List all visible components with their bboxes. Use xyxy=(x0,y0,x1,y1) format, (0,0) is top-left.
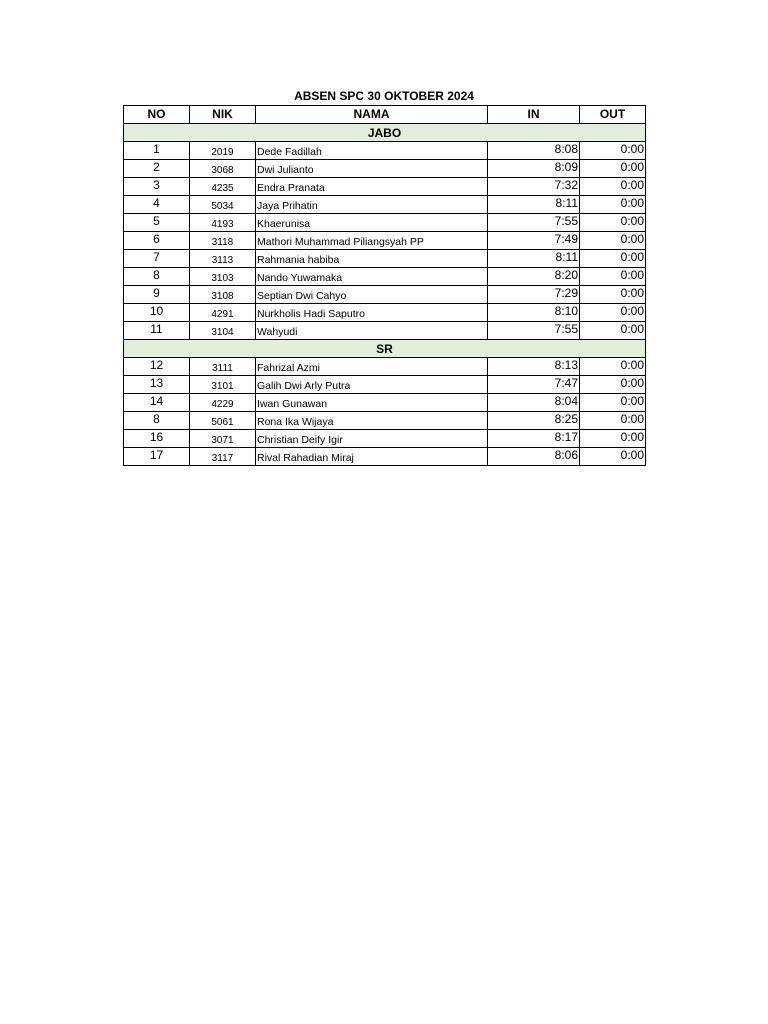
cell-out: 0:00 xyxy=(580,214,646,232)
cell-no: 2 xyxy=(124,160,190,178)
cell-nama: Dede Fadillah xyxy=(256,142,488,160)
cell-in: 8:11 xyxy=(488,196,580,214)
sheet-title: ABSEN SPC 30 OKTOBER 2024 xyxy=(294,89,474,103)
table-row xyxy=(124,142,646,160)
cell-nik: 4229 xyxy=(190,394,256,412)
section-row xyxy=(124,124,646,142)
cell-in: 8:09 xyxy=(488,160,580,178)
cell-out: 0:00 xyxy=(580,322,646,340)
cell-in: 8:17 xyxy=(488,430,580,448)
cell-nama: Iwan Gunawan xyxy=(256,394,488,412)
header-nama: NAMA xyxy=(256,106,488,124)
cell-nik: 3113 xyxy=(190,250,256,268)
cell-nik: 3118 xyxy=(190,232,256,250)
cell-in: 7:47 xyxy=(488,376,580,394)
cell-nama: Christian Deify Igir xyxy=(256,430,488,448)
cell-in: 8:13 xyxy=(488,358,580,376)
cell-out: 0:00 xyxy=(580,196,646,214)
cell-nik: 3108 xyxy=(190,286,256,304)
header-out: OUT xyxy=(580,106,646,124)
table-row xyxy=(124,322,646,340)
cell-nama: Wahyudi xyxy=(256,322,488,340)
cell-nama: Rahmania habiba xyxy=(256,250,488,268)
cell-out: 0:00 xyxy=(580,412,646,430)
table-row xyxy=(124,448,646,466)
cell-in: 8:20 xyxy=(488,268,580,286)
table-row xyxy=(124,160,646,178)
cell-nik: 3117 xyxy=(190,448,256,466)
cell-in: 7:29 xyxy=(488,286,580,304)
table-row xyxy=(124,394,646,412)
cell-nik: 2019 xyxy=(190,142,256,160)
cell-out: 0:00 xyxy=(580,448,646,466)
cell-out: 0:00 xyxy=(580,430,646,448)
cell-out: 0:00 xyxy=(580,250,646,268)
cell-no: 5 xyxy=(124,214,190,232)
cell-nama: Fahrizal Azmi xyxy=(256,358,488,376)
table-row xyxy=(124,250,646,268)
cell-nama: Jaya Prihatin xyxy=(256,196,488,214)
attendance-sheet xyxy=(123,87,645,466)
cell-in: 7:55 xyxy=(488,322,580,340)
table-row xyxy=(124,178,646,196)
cell-no: 9 xyxy=(124,286,190,304)
cell-out: 0:00 xyxy=(580,304,646,322)
cell-out: 0:00 xyxy=(580,232,646,250)
cell-nik: 3101 xyxy=(190,376,256,394)
header-row xyxy=(124,106,646,124)
cell-out: 0:00 xyxy=(580,160,646,178)
cell-nik: 3111 xyxy=(190,358,256,376)
cell-nik: 4291 xyxy=(190,304,256,322)
cell-no: 6 xyxy=(124,232,190,250)
cell-out: 0:00 xyxy=(580,376,646,394)
cell-out: 0:00 xyxy=(580,268,646,286)
table-row xyxy=(124,376,646,394)
cell-nama: Endra Pranata xyxy=(256,178,488,196)
table-row xyxy=(124,412,646,430)
cell-in: 8:04 xyxy=(488,394,580,412)
cell-nik: 5061 xyxy=(190,412,256,430)
cell-nama: Rival Rahadian Miraj xyxy=(256,448,488,466)
cell-in: 8:11 xyxy=(488,250,580,268)
table-row xyxy=(124,430,646,448)
cell-nik: 3071 xyxy=(190,430,256,448)
cell-no: 12 xyxy=(124,358,190,376)
cell-nik: 3068 xyxy=(190,160,256,178)
cell-in: 8:25 xyxy=(488,412,580,430)
cell-in: 8:08 xyxy=(488,142,580,160)
cell-no: 1 xyxy=(124,142,190,160)
table-row xyxy=(124,196,646,214)
cell-nama: Galih Dwi Arly Putra xyxy=(256,376,488,394)
attendance-table xyxy=(123,105,646,466)
cell-no: 8 xyxy=(124,268,190,286)
table-row xyxy=(124,214,646,232)
cell-no: 14 xyxy=(124,394,190,412)
section-label: JABO xyxy=(124,124,646,142)
cell-in: 8:10 xyxy=(488,304,580,322)
cell-nik: 4193 xyxy=(190,214,256,232)
cell-nik: 3103 xyxy=(190,268,256,286)
table-row xyxy=(124,286,646,304)
cell-no: 3 xyxy=(124,178,190,196)
table-row xyxy=(124,358,646,376)
cell-no: 4 xyxy=(124,196,190,214)
cell-nama: Rona Ika Wijaya xyxy=(256,412,488,430)
cell-nik: 4235 xyxy=(190,178,256,196)
cell-nama: Nando Yuwamaka xyxy=(256,268,488,286)
cell-no: 11 xyxy=(124,322,190,340)
cell-nama: Nurkholis Hadi Saputro xyxy=(256,304,488,322)
cell-in: 7:55 xyxy=(488,214,580,232)
cell-no: 7 xyxy=(124,250,190,268)
cell-out: 0:00 xyxy=(580,394,646,412)
cell-no: 10 xyxy=(124,304,190,322)
cell-out: 0:00 xyxy=(580,358,646,376)
section-label: SR xyxy=(124,340,646,358)
cell-in: 7:49 xyxy=(488,232,580,250)
cell-nama: Khaerunisa xyxy=(256,214,488,232)
table-row xyxy=(124,232,646,250)
cell-no: 17 xyxy=(124,448,190,466)
cell-in: 7:32 xyxy=(488,178,580,196)
cell-out: 0:00 xyxy=(580,286,646,304)
table-row xyxy=(124,268,646,286)
section-row xyxy=(124,340,646,358)
cell-no: 16 xyxy=(124,430,190,448)
cell-nik: 3104 xyxy=(190,322,256,340)
cell-nama: Mathori Muhammad Piliangsyah PP xyxy=(256,232,488,250)
cell-nama: Dwi Julianto xyxy=(256,160,488,178)
header-no: NO xyxy=(124,106,190,124)
header-nik: NIK xyxy=(190,106,256,124)
cell-nama: Septian Dwi Cahyo xyxy=(256,286,488,304)
cell-in: 8:06 xyxy=(488,448,580,466)
cell-no: 13 xyxy=(124,376,190,394)
cell-out: 0:00 xyxy=(580,142,646,160)
cell-nik: 5034 xyxy=(190,196,256,214)
cell-no: 8 xyxy=(124,412,190,430)
header-in: IN xyxy=(488,106,580,124)
table-row xyxy=(124,304,646,322)
cell-out: 0:00 xyxy=(580,178,646,196)
